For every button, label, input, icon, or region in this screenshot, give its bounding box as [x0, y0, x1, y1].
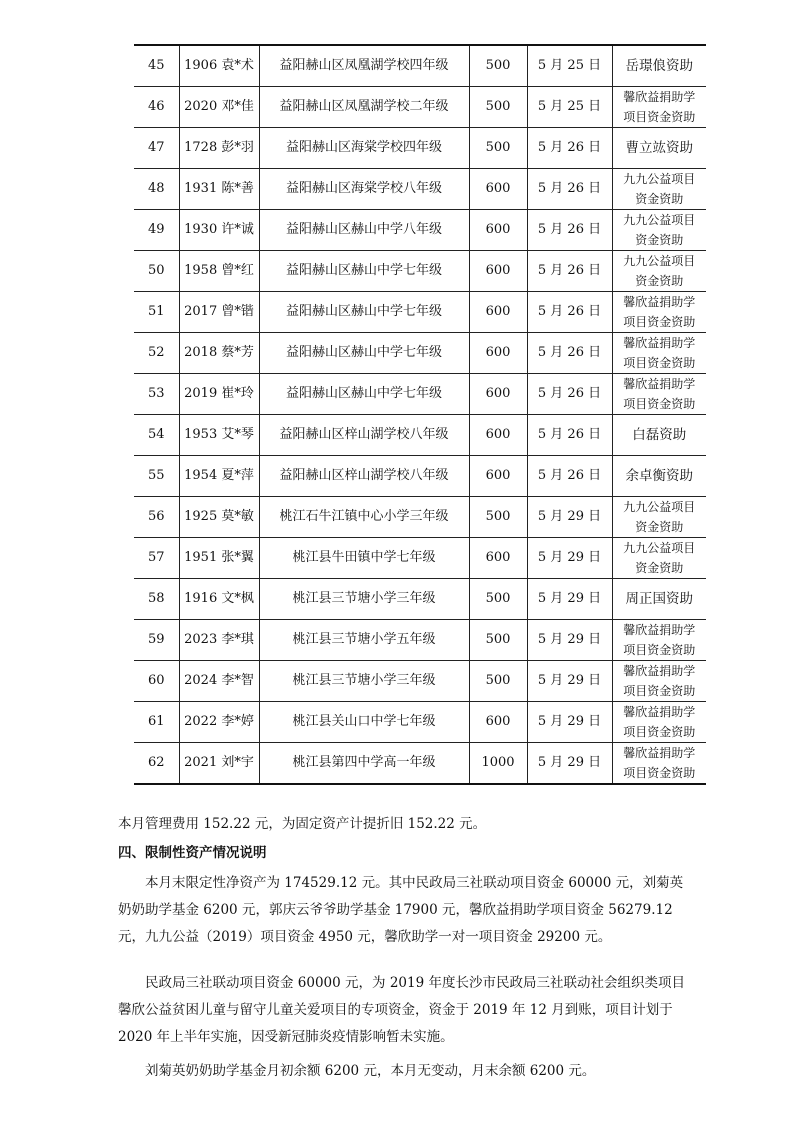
grant-date-cell: 5 月 26 日 — [527, 210, 612, 251]
row-number-cell: 55 — [134, 456, 179, 497]
row-number-cell: 60 — [134, 661, 179, 702]
grant-amount-cell: 600 — [469, 702, 527, 743]
student-name-cell: 2021 刘*宇 — [179, 743, 259, 785]
management-fee-text: 本月管理费用 152.22 元，为固定资产计提折旧 152.22 元。 — [118, 816, 487, 832]
project-funds-paragraph: 民政局三社联动项目资金 60000 元，为 2019 年度长沙市民政局三社联动社会组织类项目馨欣公益贫困儿童与留守儿童关爱项目的专项资金，资金于 2019 年 12 月到账，项目计划于 2020 年上半年实施，因受新冠肺炎疫情影响暂未实施。 — [118, 975, 685, 1045]
grant-date-cell: 5 月 29 日 — [527, 497, 612, 538]
grant-amount-cell: 600 — [469, 333, 527, 374]
sponsor-cell — [612, 333, 706, 374]
student-name-cell: 1930 许*诚 — [179, 210, 259, 251]
sponsor-line: 项目资金资助 — [623, 684, 696, 698]
grant-date-cell: 5 月 29 日 — [527, 579, 612, 620]
sponsor-line: 资金资助 — [635, 520, 684, 534]
row-number-cell: 48 — [134, 169, 179, 210]
school-grade-cell: 桃江石牛江镇中心小学三年级 — [259, 497, 469, 538]
sponsor-line: 岳璟俍资助 — [625, 58, 693, 74]
grant-date-cell: 5 月 26 日 — [527, 292, 612, 333]
student-name-cell: 2022 李*婷 — [179, 702, 259, 743]
sponsor-line: 项目资金资助 — [623, 766, 696, 780]
table-row — [134, 292, 706, 333]
grant-date-cell: 5 月 26 日 — [527, 374, 612, 415]
sponsor-cell — [612, 415, 706, 456]
grant-date-cell: 5 月 26 日 — [527, 415, 612, 456]
student-name-cell: 2023 李*琪 — [179, 620, 259, 661]
table-row — [134, 743, 706, 785]
student-name-cell: 1951 张*翼 — [179, 538, 259, 579]
sponsor-cell — [612, 456, 706, 497]
sponsor-line: 项目资金资助 — [623, 643, 696, 657]
table-row — [134, 169, 706, 210]
table-row — [134, 87, 706, 128]
row-number-cell: 54 — [134, 415, 179, 456]
sponsor-cell — [612, 169, 706, 210]
student-name-cell: 2024 李*智 — [179, 661, 259, 702]
table-row — [134, 210, 706, 251]
table-row — [134, 415, 706, 456]
sponsor-line: 曹立竑资助 — [625, 140, 693, 156]
table-row — [134, 538, 706, 579]
sponsor-cell — [612, 251, 706, 292]
grant-amount-cell: 500 — [469, 497, 527, 538]
table-row — [134, 456, 706, 497]
student-name-cell: 1931 陈*善 — [179, 169, 259, 210]
school-grade-cell: 桃江县三节塘小学五年级 — [259, 620, 469, 661]
sponsor-cell — [612, 579, 706, 620]
row-number-cell: 47 — [134, 128, 179, 169]
school-grade-cell: 益阳赫山区梓山湖学校八年级 — [259, 415, 469, 456]
table-row — [134, 374, 706, 415]
grant-amount-cell: 500 — [469, 661, 527, 702]
student-name-cell: 1728 彭*羽 — [179, 128, 259, 169]
grant-amount-cell: 500 — [469, 45, 527, 87]
sponsor-line: 白磊资助 — [632, 427, 687, 443]
grant-date-cell: 5 月 29 日 — [527, 620, 612, 661]
sponsor-line: 九九公益项目 — [623, 500, 696, 514]
grant-amount-cell: 600 — [469, 210, 527, 251]
row-number-cell: 59 — [134, 620, 179, 661]
sponsor-line: 资金资助 — [635, 274, 684, 288]
grant-amount-cell: 600 — [469, 292, 527, 333]
student-name-cell: 1925 莫*敏 — [179, 497, 259, 538]
grant-amount-cell: 1000 — [469, 743, 527, 785]
table-row — [134, 128, 706, 169]
school-grade-cell: 益阳赫山区海棠学校八年级 — [259, 169, 469, 210]
school-grade-cell: 益阳赫山区海棠学校四年级 — [259, 128, 469, 169]
sponsor-line: 资金资助 — [635, 561, 684, 575]
row-number-cell: 58 — [134, 579, 179, 620]
table-row — [134, 251, 706, 292]
sponsor-cell — [612, 292, 706, 333]
table-row — [134, 702, 706, 743]
grant-table — [134, 44, 706, 785]
sponsor-line: 馨欣益捐助学 — [623, 746, 696, 760]
sponsor-line: 馨欣益捐助学 — [623, 336, 696, 350]
sponsor-cell — [612, 45, 706, 87]
grant-date-cell: 5 月 26 日 — [527, 169, 612, 210]
grant-amount-cell: 500 — [469, 87, 527, 128]
student-name-cell: 1953 艾*琴 — [179, 415, 259, 456]
grant-amount-cell: 500 — [469, 128, 527, 169]
student-name-cell: 2019 崔*玲 — [179, 374, 259, 415]
grant-date-cell: 5 月 26 日 — [527, 333, 612, 374]
grant-date-cell: 5 月 26 日 — [527, 251, 612, 292]
student-name-cell: 1958 曾*红 — [179, 251, 259, 292]
restricted-assets-paragraph: 本月末限定性净资产为 174529.12 元。其中民政局三社联动项目资金 60000 元，刘菊英奶奶助学基金 6200 元，郭庆云爷爷助学基金 17900 元，馨欣益捐助学项目资金 56279.12 元，九九公益（2019）项目资金 4950 元，馨欣助学一对一项目资金 29200 元。 — [118, 875, 684, 945]
student-name-cell: 1906 袁*术 — [179, 45, 259, 87]
row-number-cell: 57 — [134, 538, 179, 579]
school-grade-cell: 桃江县牛田镇中学七年级 — [259, 538, 469, 579]
row-number-cell: 51 — [134, 292, 179, 333]
grant-amount-cell: 600 — [469, 415, 527, 456]
school-grade-cell: 桃江县关山口中学七年级 — [259, 702, 469, 743]
sponsor-line: 馨欣益捐助学 — [623, 664, 696, 678]
sponsor-cell — [612, 128, 706, 169]
grant-amount-cell: 500 — [469, 620, 527, 661]
school-grade-cell: 益阳赫山区梓山湖学校八年级 — [259, 456, 469, 497]
grant-date-cell: 5 月 25 日 — [527, 45, 612, 87]
sponsor-line: 馨欣益捐助学 — [623, 295, 696, 309]
sponsor-cell — [612, 702, 706, 743]
student-name-cell: 1916 文*枫 — [179, 579, 259, 620]
sponsor-line: 馨欣益捐助学 — [623, 623, 696, 637]
grant-date-cell: 5 月 26 日 — [527, 456, 612, 497]
grant-amount-cell: 600 — [469, 374, 527, 415]
grant-date-cell: 5 月 29 日 — [527, 661, 612, 702]
sponsor-line: 九九公益项目 — [623, 254, 696, 268]
student-name-cell: 2018 蔡*芳 — [179, 333, 259, 374]
grant-table-body — [134, 45, 706, 784]
sponsor-line: 项目资金资助 — [623, 397, 696, 411]
section-heading: 四、限制性资产情况说明 — [118, 845, 267, 861]
row-number-cell: 53 — [134, 374, 179, 415]
row-number-cell: 61 — [134, 702, 179, 743]
sponsor-line: 九九公益项目 — [623, 213, 696, 227]
student-name-cell: 2020 邓*佳 — [179, 87, 259, 128]
table-row — [134, 661, 706, 702]
table-row — [134, 579, 706, 620]
school-grade-cell: 桃江县第四中学高一年级 — [259, 743, 469, 785]
sponsor-line: 资金资助 — [635, 192, 684, 206]
sponsor-cell — [612, 210, 706, 251]
row-number-cell: 50 — [134, 251, 179, 292]
row-number-cell: 52 — [134, 333, 179, 374]
school-grade-cell: 桃江县三节塘小学三年级 — [259, 661, 469, 702]
sponsor-cell — [612, 620, 706, 661]
row-number-cell: 56 — [134, 497, 179, 538]
sponsor-cell — [612, 87, 706, 128]
student-name-cell: 1954 夏*萍 — [179, 456, 259, 497]
sponsor-line: 九九公益项目 — [623, 172, 696, 186]
sponsor-line: 九九公益项目 — [623, 541, 696, 555]
grant-date-cell: 5 月 26 日 — [527, 128, 612, 169]
school-grade-cell: 益阳赫山区凤凰湖学校四年级 — [259, 45, 469, 87]
row-number-cell: 62 — [134, 743, 179, 785]
sponsor-line: 项目资金资助 — [623, 110, 696, 124]
grant-date-cell: 5 月 29 日 — [527, 538, 612, 579]
sponsor-cell — [612, 497, 706, 538]
grant-amount-cell: 600 — [469, 169, 527, 210]
table-row — [134, 45, 706, 87]
row-number-cell: 49 — [134, 210, 179, 251]
sponsor-line: 项目资金资助 — [623, 725, 696, 739]
table-row — [134, 497, 706, 538]
grant-amount-cell: 600 — [469, 251, 527, 292]
sponsor-line: 馨欣益捐助学 — [623, 705, 696, 719]
sponsor-cell — [612, 374, 706, 415]
sponsor-line: 馨欣益捐助学 — [623, 377, 696, 391]
grant-amount-cell: 600 — [469, 538, 527, 579]
sponsor-line: 项目资金资助 — [623, 356, 696, 370]
grant-date-cell: 5 月 29 日 — [527, 743, 612, 785]
school-grade-cell: 益阳赫山区凤凰湖学校二年级 — [259, 87, 469, 128]
sponsor-cell — [612, 538, 706, 579]
row-number-cell: 46 — [134, 87, 179, 128]
table-row — [134, 333, 706, 374]
grant-date-cell: 5 月 25 日 — [527, 87, 612, 128]
grant-amount-cell: 500 — [469, 579, 527, 620]
table-row — [134, 620, 706, 661]
school-grade-cell: 益阳赫山区赫山中学七年级 — [259, 251, 469, 292]
school-grade-cell: 桃江县三节塘小学三年级 — [259, 579, 469, 620]
school-grade-cell: 益阳赫山区赫山中学七年级 — [259, 333, 469, 374]
sponsor-line: 资金资助 — [635, 233, 684, 247]
grant-date-cell: 5 月 29 日 — [527, 702, 612, 743]
sponsor-line: 馨欣益捐助学 — [623, 90, 696, 104]
sponsor-line: 项目资金资助 — [623, 315, 696, 329]
row-number-cell: 45 — [134, 45, 179, 87]
fund-balance-paragraph: 刘菊英奶奶助学基金月初余额 6200 元，本月无变动，月末余额 6200 元。 — [145, 1063, 596, 1079]
sponsor-line: 余卓衡资助 — [625, 468, 693, 484]
school-grade-cell: 益阳赫山区赫山中学八年级 — [259, 210, 469, 251]
school-grade-cell: 益阳赫山区赫山中学七年级 — [259, 374, 469, 415]
student-name-cell: 2017 曾*锴 — [179, 292, 259, 333]
grant-amount-cell: 600 — [469, 456, 527, 497]
school-grade-cell: 益阳赫山区赫山中学七年级 — [259, 292, 469, 333]
sponsor-cell — [612, 661, 706, 702]
sponsor-line: 周正国资助 — [625, 591, 693, 607]
sponsor-cell — [612, 743, 706, 785]
